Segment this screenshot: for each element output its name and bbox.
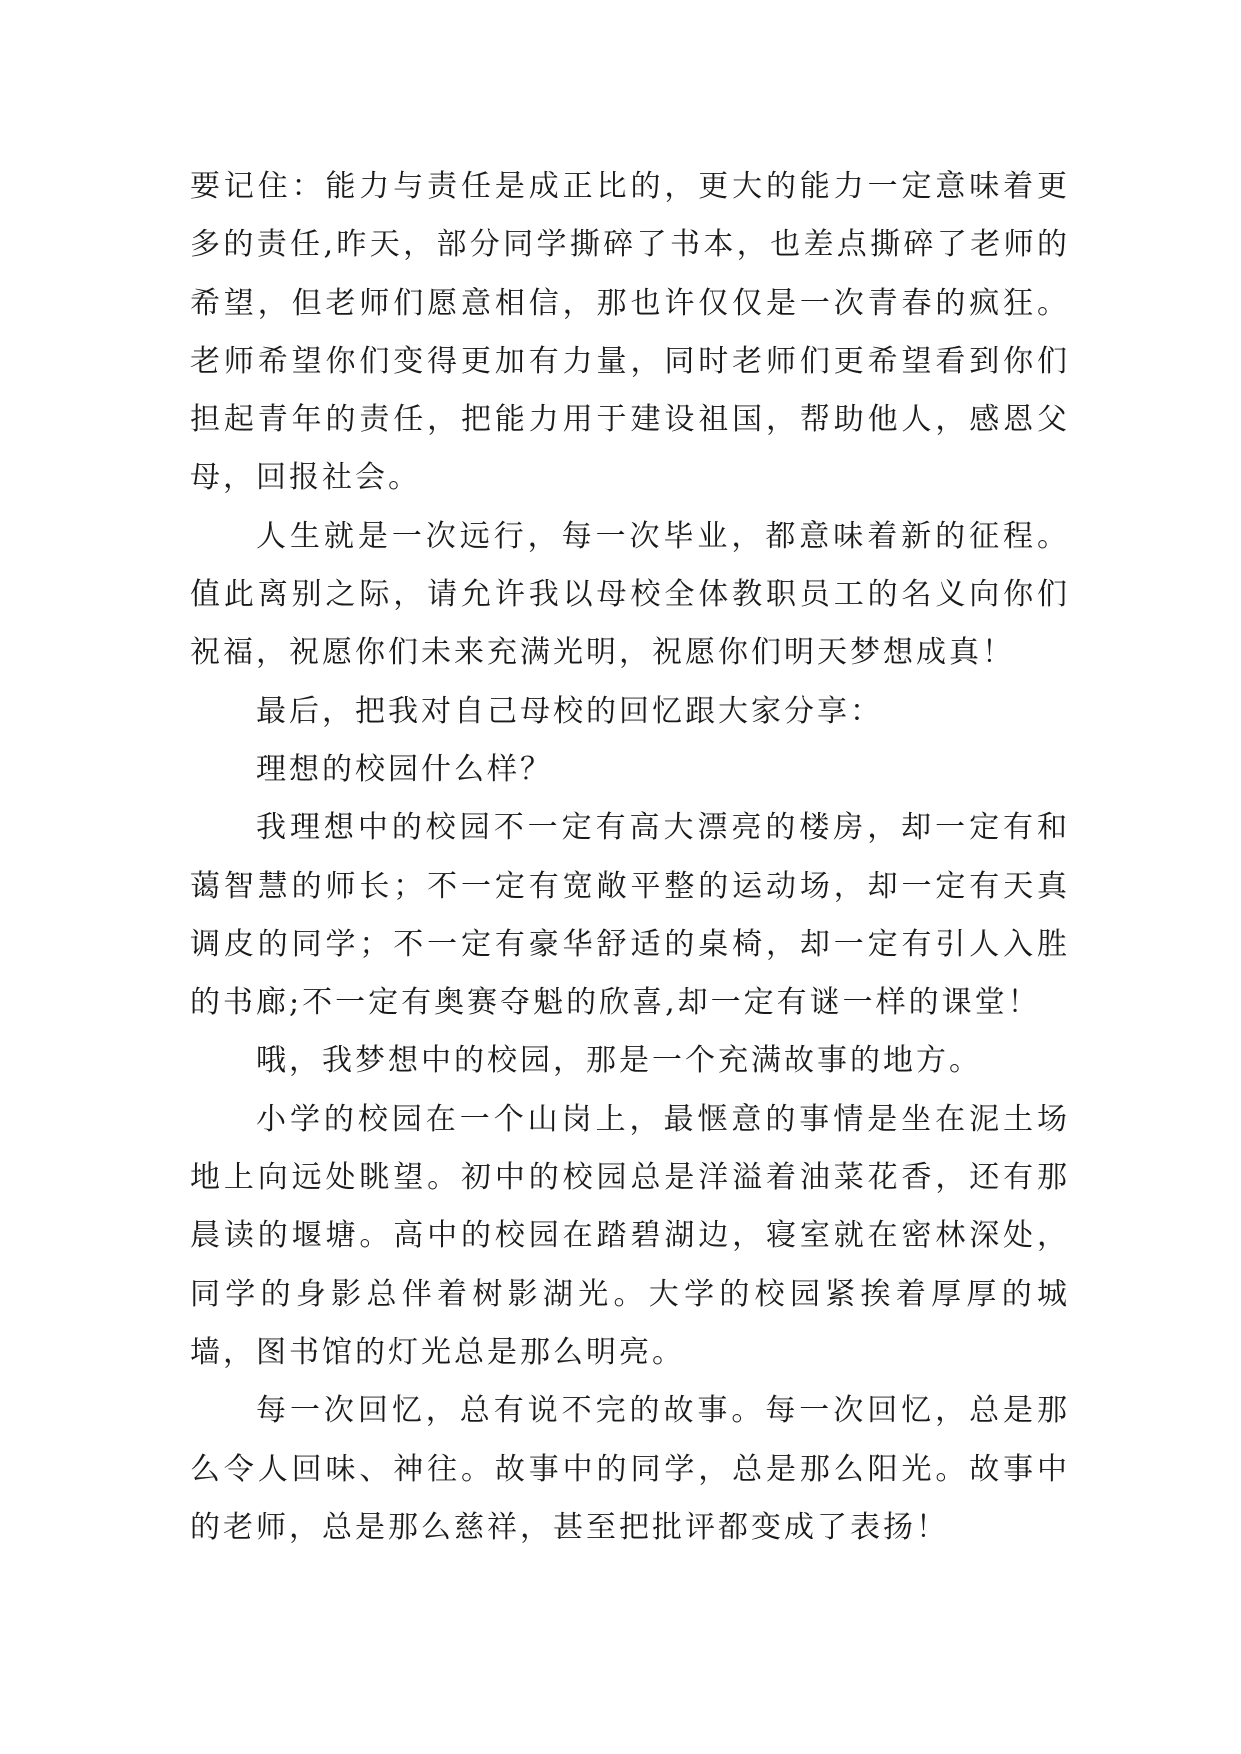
paragraph: 最后，把我对自己母校的回忆跟大家分享： (256, 693, 883, 729)
paragraph: 理想的校园什么样？ (256, 751, 553, 787)
paragraph: 我理想中的校园不一定有高大漂亮的楼房，却一定有和蔼智慧的师长；不一定有宽敞平整的运动场，却一定有天真调皮的同学；不一定有豪华舒适的桌椅，却一定有引人入胜的书廊;不一定有奥赛夺魁的欣喜,却一定有谜一样的课堂！ (190, 810, 1070, 1021)
paragraph: 小学的校园在一个山岗上，最惬意的事情是坐在泥土场地上向远处眺望。初中的校园总是洋溢着油菜花香，还有那晨读的堰塘。高中的校园在踏碧湖边，寝室就在密林深处，同学的身影总伴着树影湖光。大学的校园紧挨着厚厚的城墙，图书馆的灯光总是那么明亮。 (190, 1101, 1070, 1370)
document-body (190, 158, 1070, 1557)
paragraph: 要记住：能力与责任是成正比的，更大的能力一定意味着更多的责任,昨天，部分同学撕碎了书本，也差点撕碎了老师的希望，但老师们愿意相信，那也许仅仅是一次青春的疯狂。老师希望你们变得更加有力量，同时老师们更希望看到你们担起青年的责任，把能力用于建设祖国，帮助他人，感恩父母，回报社会。 (190, 169, 1070, 496)
paragraph: 人生就是一次远行，每一次毕业，都意味着新的征程。值此离别之际，请允许我以母校全体教职员工的名义向你们祝福，祝愿你们未来充满光明，祝愿你们明天梦想成真！ (190, 518, 1070, 671)
paragraph: 哦，我梦想中的校园，那是一个充满故事的地方。 (256, 1043, 982, 1079)
paragraph: 每一次回忆，总有说不完的故事。每一次回忆，总是那么令人回味、神往。故事中的同学，总是那么阳光。故事中的老师，总是那么慈祥，甚至把批评都变成了表扬！ (190, 1393, 1070, 1545)
